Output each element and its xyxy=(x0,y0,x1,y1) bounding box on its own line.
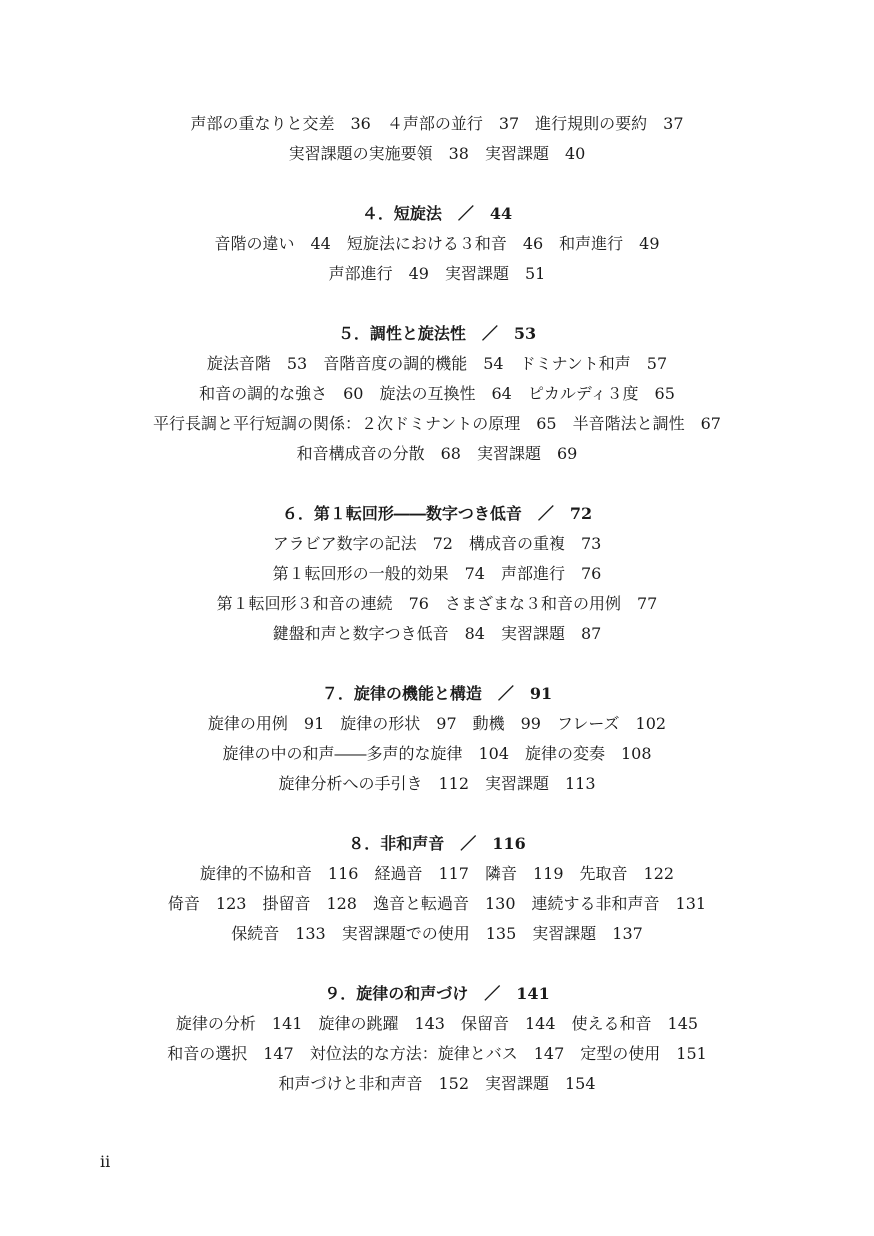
toc-entry-line: 実習課題の実施要領 38 実習課題 40 xyxy=(288,144,586,163)
toc-entry-line: 旋律の分析 141 旋律の跳躍 143 保留音 144 使える和音 145 xyxy=(175,1014,699,1033)
chapter-heading: ９．旋律の和声づけ ／ 141 xyxy=(324,984,550,1003)
toc-entry-line: 声部の重なりと交差 36 ４声部の並行 37 進行規則の要約 37 xyxy=(190,114,684,133)
toc-entry-line: 旋法音階 53 音階音度の調的機能 54 ドミナント和声 57 xyxy=(206,354,668,373)
toc-entry-line: 音階の違い 44 短旋法における３和音 46 和声進行 49 xyxy=(214,234,660,253)
toc-entry-line: 和音構成音の分散 68 実習課題 69 xyxy=(296,444,578,463)
chapter-heading: ４．短旋法 ／ 44 xyxy=(361,204,513,223)
toc-entry-line: 鍵盤和声と数字つき低音 84 実習課題 87 xyxy=(272,624,602,643)
toc-entry-line: 和音の選択 147 対位法的な方法：旋律とバス 147 定型の使用 151 xyxy=(167,1044,707,1063)
toc-entry-line: 和声づけと非和声音 152 実習課題 154 xyxy=(278,1074,596,1093)
toc-entry-line: 旋律分析への手引き 112 実習課題 113 xyxy=(278,774,596,793)
toc-entry-line: 第１転回形の一般的効果 74 声部進行 76 xyxy=(272,564,602,583)
page-number: ii xyxy=(100,1152,111,1171)
toc-entry-line: 保続音 133 実習課題での使用 135 実習課題 137 xyxy=(231,924,643,943)
toc-entry-line: 第１転回形３和音の連続 76 さまざまな３和音の用例 77 xyxy=(216,594,658,613)
toc-entry-line: 平行長調と平行短調の関係：２次ドミナントの原理 65 半音階法と調性 67 xyxy=(153,414,721,433)
toc-entry-line: 旋律の中の和声――多声的な旋律 104 旋律の変奏 108 xyxy=(222,744,652,763)
chapter-heading: ５．調性と旋法性 ／ 53 xyxy=(337,324,537,343)
toc-entry-line: 倚音 123 掛留音 128 逸音と転過音 130 連続する非和声音 131 xyxy=(167,894,707,913)
chapter-heading: ６．第１転回形――数字つき低音 ／ 72 xyxy=(281,504,593,523)
chapter-heading: ８．非和声音 ／ 116 xyxy=(348,834,526,853)
toc-entry-line: 旋律の用例 91 旋律の形状 97 動機 99 フレーズ 102 xyxy=(207,714,667,733)
toc-entry-line: アラビア数字の記法 72 構成音の重複 73 xyxy=(272,534,602,553)
chapter-heading: ７．旋律の機能と構造 ／ 91 xyxy=(321,684,553,703)
toc-entry-line: 声部進行 49 実習課題 51 xyxy=(328,264,546,283)
toc-entry-line: 和音の調的な強さ 60 旋法の互換性 64 ピカルディ３度 65 xyxy=(199,384,675,403)
toc-entry-line: 旋律的不協和音 116 経過音 117 隣音 119 先取音 122 xyxy=(199,864,675,883)
